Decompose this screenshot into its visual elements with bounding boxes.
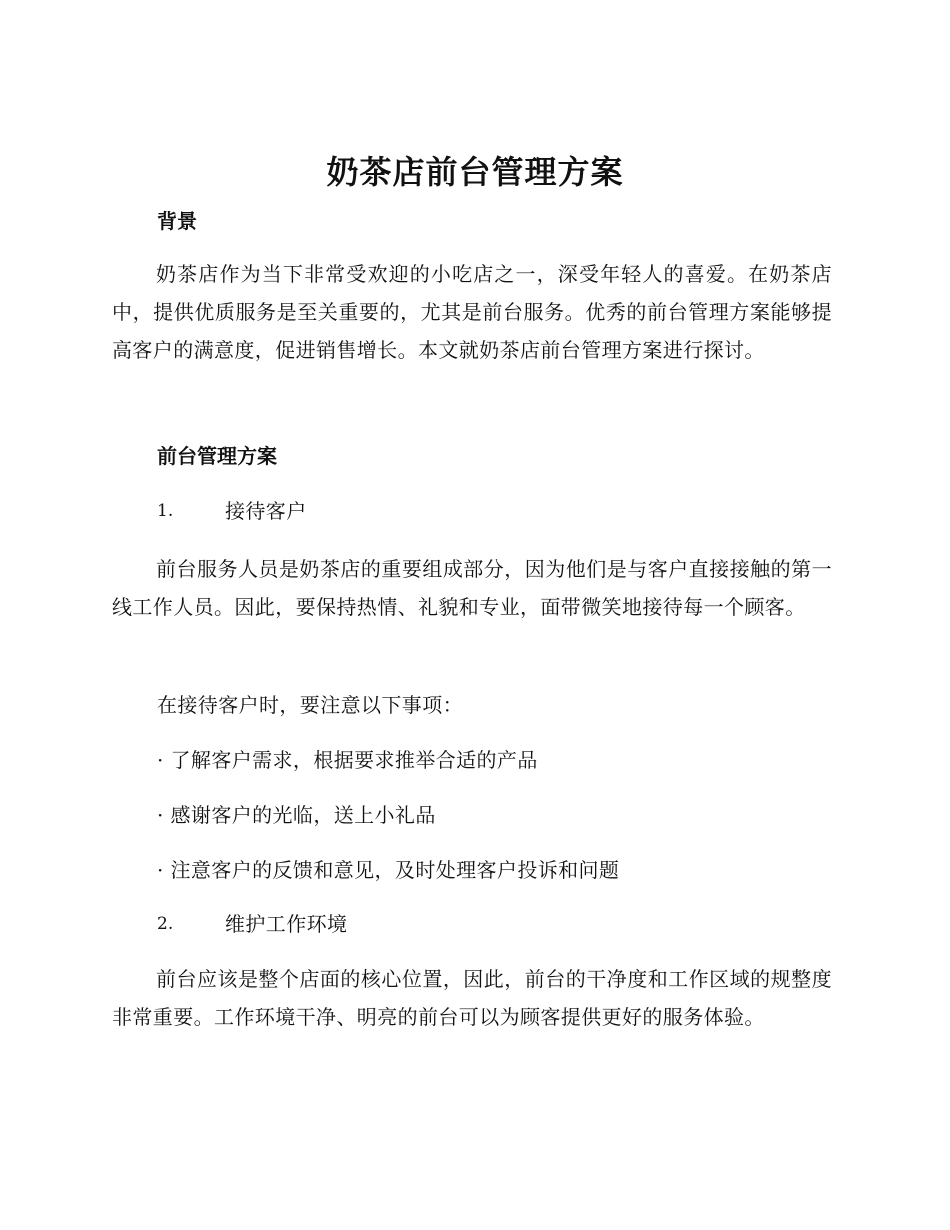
bullet-item: · 感谢客户的光临，送上小礼品 bbox=[157, 803, 436, 827]
item2-paragraph: 前台应该是整个店面的核心位置，因此，前台的干净度和工作区域的规整度非常重要。工作环境干净、明亮的前台可以为顾客提供更好的服务体验。 bbox=[112, 967, 832, 1029]
section-heading-background: 背景 bbox=[157, 209, 197, 233]
background-paragraph: 奶茶店作为当下非常受欢迎的小吃店之一，深受年轻人的喜爱。在奶茶店中，提供优质服务是至关重要的，尤其是前台服务。优秀的前台管理方案能够提高客户的满意度，促进销售增长。本文就奶茶店前台管理方案进行探讨。 bbox=[112, 262, 832, 362]
item2-number: 2. bbox=[157, 914, 174, 934]
item1-intro: 在接待客户时，要注意以下事项： bbox=[157, 693, 463, 717]
bullet-item: · 了解客户需求，根据要求推举合适的产品 bbox=[157, 748, 538, 772]
document-title: 奶茶店前台管理方案 bbox=[326, 153, 624, 191]
item1-number: 1. bbox=[157, 501, 174, 521]
item2-title: 维护工作环境 bbox=[225, 912, 348, 936]
item1-paragraph: 前台服务人员是奶茶店的重要组成部分，因为他们是与客户直接接触的第一线工作人员。因此，要保持热情、礼貌和专业，面带微笑地接待每一个顾客。 bbox=[112, 557, 832, 619]
item1-title: 接待客户 bbox=[225, 499, 307, 523]
section-heading-plan: 前台管理方案 bbox=[157, 444, 277, 468]
bullet-item: · 注意客户的反馈和意见，及时处理客户投诉和问题 bbox=[157, 858, 620, 882]
